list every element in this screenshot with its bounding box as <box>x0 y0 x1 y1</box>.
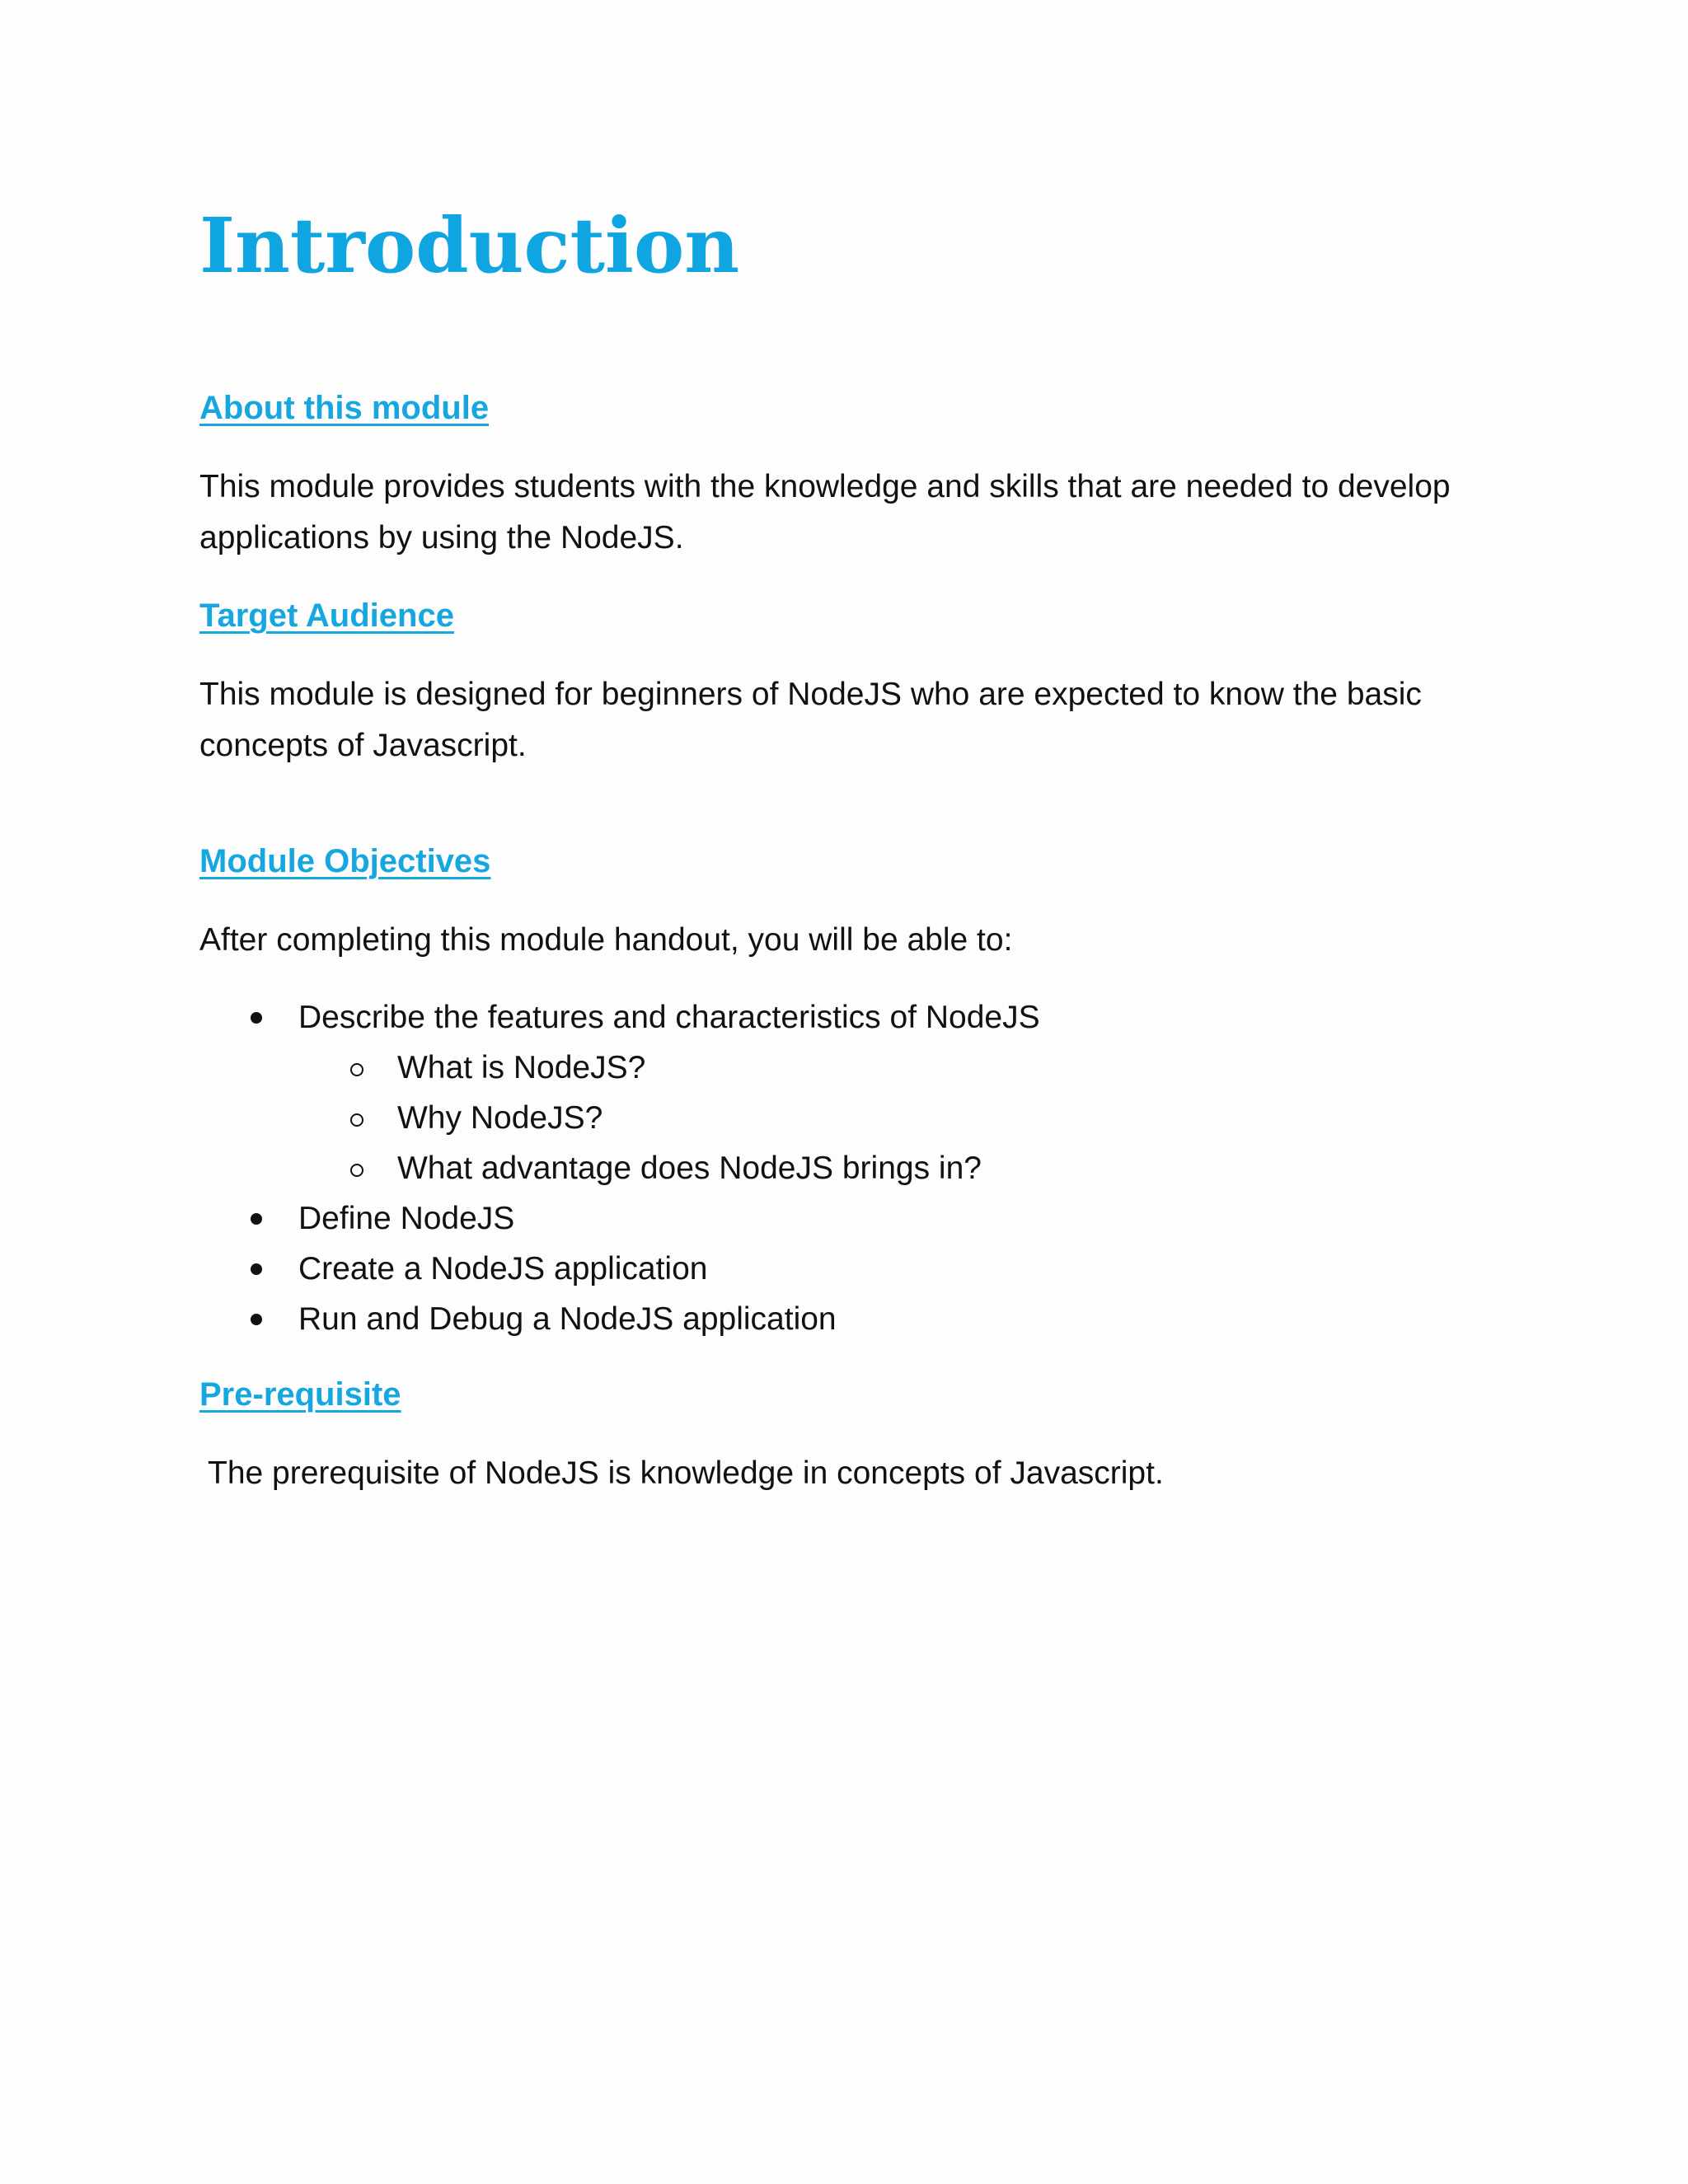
objectives-list <box>199 992 1485 1344</box>
objective-item-label: Create a NodeJS application <box>298 1251 708 1286</box>
objective-subitem <box>199 1043 1485 1093</box>
objective-subitem <box>199 1143 1485 1193</box>
objective-subitem-label: What is NodeJS? <box>397 1050 646 1085</box>
objective-item <box>199 1244 1485 1294</box>
bullet-icon <box>251 1213 262 1225</box>
hollow-bullet-icon <box>350 1063 363 1076</box>
prerequisite-heading: Pre-requisite <box>199 1376 401 1413</box>
objective-subitem-label: Why NodeJS? <box>397 1100 603 1136</box>
objective-item <box>199 1193 1485 1244</box>
bullet-icon <box>251 1263 262 1275</box>
bullet-icon <box>251 1314 262 1325</box>
hollow-bullet-icon <box>350 1164 363 1177</box>
objective-subitem <box>199 1093 1485 1143</box>
about-heading: About this module <box>199 390 490 426</box>
objective-sublist <box>298 1043 1485 1193</box>
objective-item-label: Describe the features and characteristics of NodeJS <box>298 1000 1040 1035</box>
objective-item-label: Run and Debug a NodeJS application <box>298 1301 837 1337</box>
page-title: Introduction <box>199 201 740 290</box>
about-text: This module provides students with the knowledge and skills that are needed to develop applications by using the NodeJS. <box>199 469 1451 555</box>
objective-subitem-label: What advantage does NodeJS brings in? <box>397 1151 982 1186</box>
hollow-bullet-icon <box>350 1113 363 1127</box>
objective-item <box>199 992 1485 1193</box>
target-audience-text: This module is designed for beginners of NodeJS who are expected to know the basic concepts of Javascript. <box>199 677 1422 763</box>
objective-item <box>199 1294 1485 1344</box>
module-objectives-intro: After completing this module handout, you will be able to: <box>199 922 1013 958</box>
prerequisite-text: The prerequisite of NodeJS is knowledge in concepts of Javascript. <box>208 1455 1164 1491</box>
target-audience-heading: Target Audience <box>199 598 454 634</box>
objective-item-label: Define NodeJS <box>298 1201 515 1236</box>
module-objectives-heading: Module Objectives <box>199 843 491 879</box>
document-content <box>199 194 1485 1499</box>
bullet-icon <box>251 1012 262 1024</box>
